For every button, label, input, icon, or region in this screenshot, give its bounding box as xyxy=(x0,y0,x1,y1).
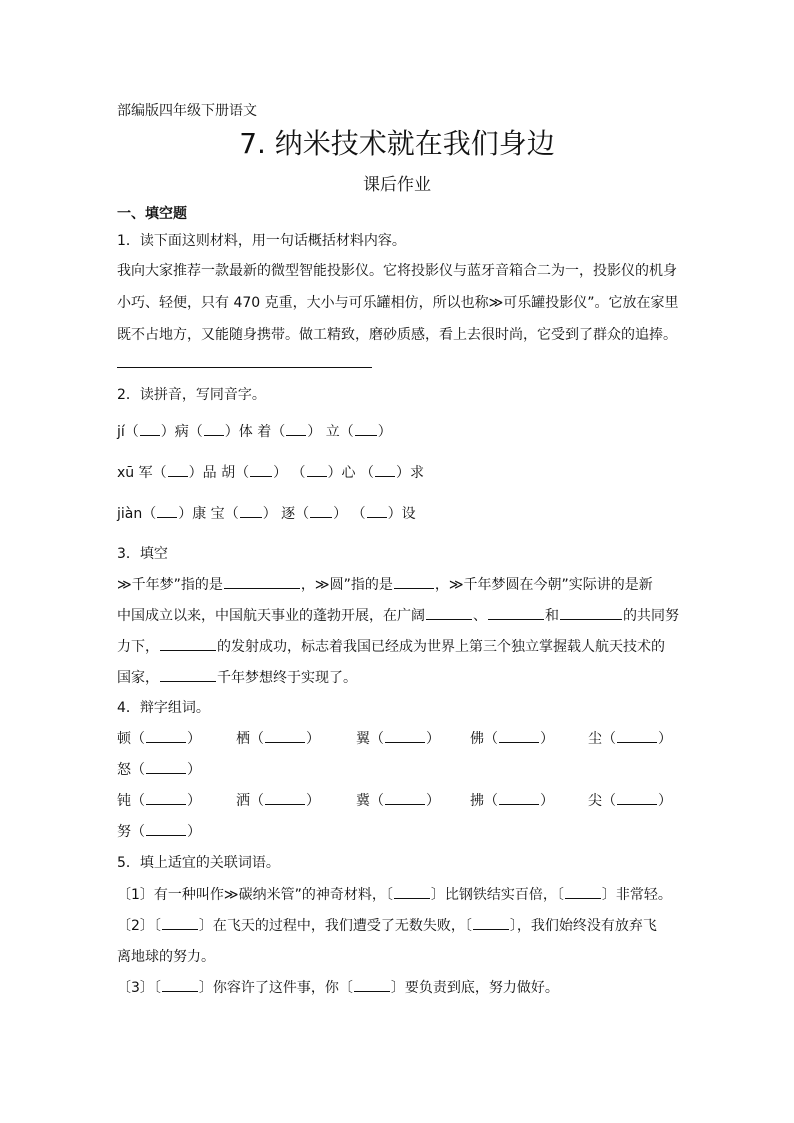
page-subtitle: 课后作业 xyxy=(363,175,431,195)
blank[interactable] xyxy=(617,791,657,805)
q3-line: 国家， 千年梦想终于实现了。 xyxy=(117,670,357,686)
blank[interactable] xyxy=(565,885,601,899)
blank[interactable] xyxy=(385,729,425,743)
blank[interactable] xyxy=(560,606,622,620)
char-label: 逐 xyxy=(281,506,296,522)
blank[interactable] xyxy=(146,791,186,805)
q5-sentence: 〔2〕〔 〕在飞天的过程中，我们遭受了无数失败，〔 〕，我们始终没有放弃飞 xyxy=(117,918,657,934)
blank[interactable] xyxy=(146,822,186,836)
q1-text-line: 既不占地方，又能随身携带。做工精致，磨砂质感，看上去很时尚，它受到了群众的追捧。 xyxy=(117,327,677,343)
q4-item: 尖（ ） xyxy=(588,793,672,809)
q1-prompt: 1．读下面这则材料，用一句话概括材料内容。 xyxy=(117,233,406,249)
blank[interactable] xyxy=(394,575,434,589)
subject-label: 部编版四年级下册语文 xyxy=(117,103,257,119)
blank[interactable] xyxy=(499,791,539,805)
blank[interactable] xyxy=(617,729,657,743)
blank[interactable] xyxy=(160,637,216,651)
blank[interactable] xyxy=(367,504,387,518)
char-label: 心 xyxy=(341,465,356,481)
blank[interactable] xyxy=(204,422,224,436)
blank[interactable] xyxy=(310,504,332,518)
q3-line: ≫千年梦”指的是 ，≫圆”指的是 ，≫千年梦圆在今朝”实际讲的是新 xyxy=(117,577,653,593)
blank[interactable] xyxy=(160,668,216,682)
char-label: 康 宝 xyxy=(192,506,225,522)
section-heading: 一、填空题 xyxy=(117,206,187,222)
q4-item: 冀（ ） xyxy=(356,793,440,809)
q5-sentence: 〔1〕有一种叫作≫碳纳米管”的神奇材料，〔 〕比钢铁结实百倍，〔 〕非常轻。 xyxy=(117,887,672,903)
blank[interactable] xyxy=(240,504,262,518)
blank[interactable] xyxy=(140,422,160,436)
blank[interactable] xyxy=(146,729,186,743)
q4-item: 努（ ） xyxy=(117,824,201,840)
char-label: 立 xyxy=(325,424,340,440)
q4-item: 栖（ ） xyxy=(236,731,320,747)
q3-prompt: 3．填空 xyxy=(117,546,168,562)
page-title: 7. 纳米技术就在我们身边 xyxy=(239,127,555,160)
q4-item: 佛（ ） xyxy=(470,731,554,747)
blank[interactable] xyxy=(473,916,509,930)
q4-item: 怒（ ） xyxy=(117,762,201,778)
blank[interactable] xyxy=(488,606,544,620)
blank[interactable] xyxy=(162,978,198,992)
blank[interactable] xyxy=(146,760,186,774)
blank[interactable] xyxy=(394,885,430,899)
q2-row-xu: xū 军（ ）品 胡（ ） （ ）心 （ ）求 xyxy=(117,465,424,481)
blank[interactable] xyxy=(355,422,377,436)
char-label: 体 着 xyxy=(238,424,272,440)
blank[interactable] xyxy=(354,978,390,992)
blank[interactable] xyxy=(286,422,306,436)
blank[interactable] xyxy=(499,729,539,743)
q1-text-line: 小巧、轻便，只有 470 克重，大小与可乐罐相仿，所以也称≫可乐罐投影仪”。它放在家里 xyxy=(117,295,679,311)
q4-prompt: 4．辩字组词。 xyxy=(117,700,210,716)
q3-line: 力下， 的发射成功，标志着我国已经成为世界上第三个独立掌握载人航天技术的 xyxy=(117,639,665,655)
char-label: 品 胡 xyxy=(202,465,236,481)
q1-answer-line[interactable] xyxy=(117,367,372,368)
char-label: 求 xyxy=(409,465,424,481)
q1-text-line: 我向大家推荐一款最新的微型智能投影仪。它将投影仪与蓝牙音箱合二为一，投影仪的机身 xyxy=(117,263,677,279)
q4-item: 洒（ ） xyxy=(236,793,320,809)
char-label: 军 xyxy=(138,465,153,481)
blank[interactable] xyxy=(375,463,395,477)
q4-item: 尘（ ） xyxy=(588,731,672,747)
pinyin-label: jiàn xyxy=(117,506,143,522)
q4-item: 拂（ ） xyxy=(470,793,554,809)
pinyin-label: xū xyxy=(117,465,135,481)
q5-prompt: 5．填上适宜的关联词语。 xyxy=(117,855,280,871)
blank[interactable] xyxy=(157,504,177,518)
q4-item: 顿（ ） xyxy=(117,731,201,747)
blank[interactable] xyxy=(168,463,188,477)
blank[interactable] xyxy=(250,463,272,477)
blank[interactable] xyxy=(265,729,305,743)
blank[interactable] xyxy=(307,463,327,477)
blank[interactable] xyxy=(224,575,300,589)
q3-line: 中国成立以来，中国航天事业的蓬勃开展，在广阔 、 和 的共同努 xyxy=(117,608,679,624)
blank[interactable] xyxy=(385,791,425,805)
q2-row-ji: jí（ ）病（ ）体 着（ ） 立（ ） xyxy=(117,424,392,440)
blank[interactable] xyxy=(426,606,472,620)
pinyin-label: jí xyxy=(117,424,125,440)
q2-row-jian: jiàn（ ）康 宝（ ） 逐（ ） （ ）设 xyxy=(117,506,416,522)
char-label: 设 xyxy=(401,506,416,522)
blank[interactable] xyxy=(162,916,198,930)
char-label: 病 xyxy=(174,424,189,440)
q2-prompt: 2．读拼音，写同音字。 xyxy=(117,387,266,403)
q4-item: 翼（ ） xyxy=(356,731,440,747)
blank[interactable] xyxy=(265,791,305,805)
q4-item: 钝（ ） xyxy=(117,793,201,809)
q5-sentence: 〔3〕〔 〕你容许了这件事，你〔 〕要负责到底，努力做好。 xyxy=(117,980,559,996)
q5-sentence: 离地球的努力。 xyxy=(117,949,215,965)
